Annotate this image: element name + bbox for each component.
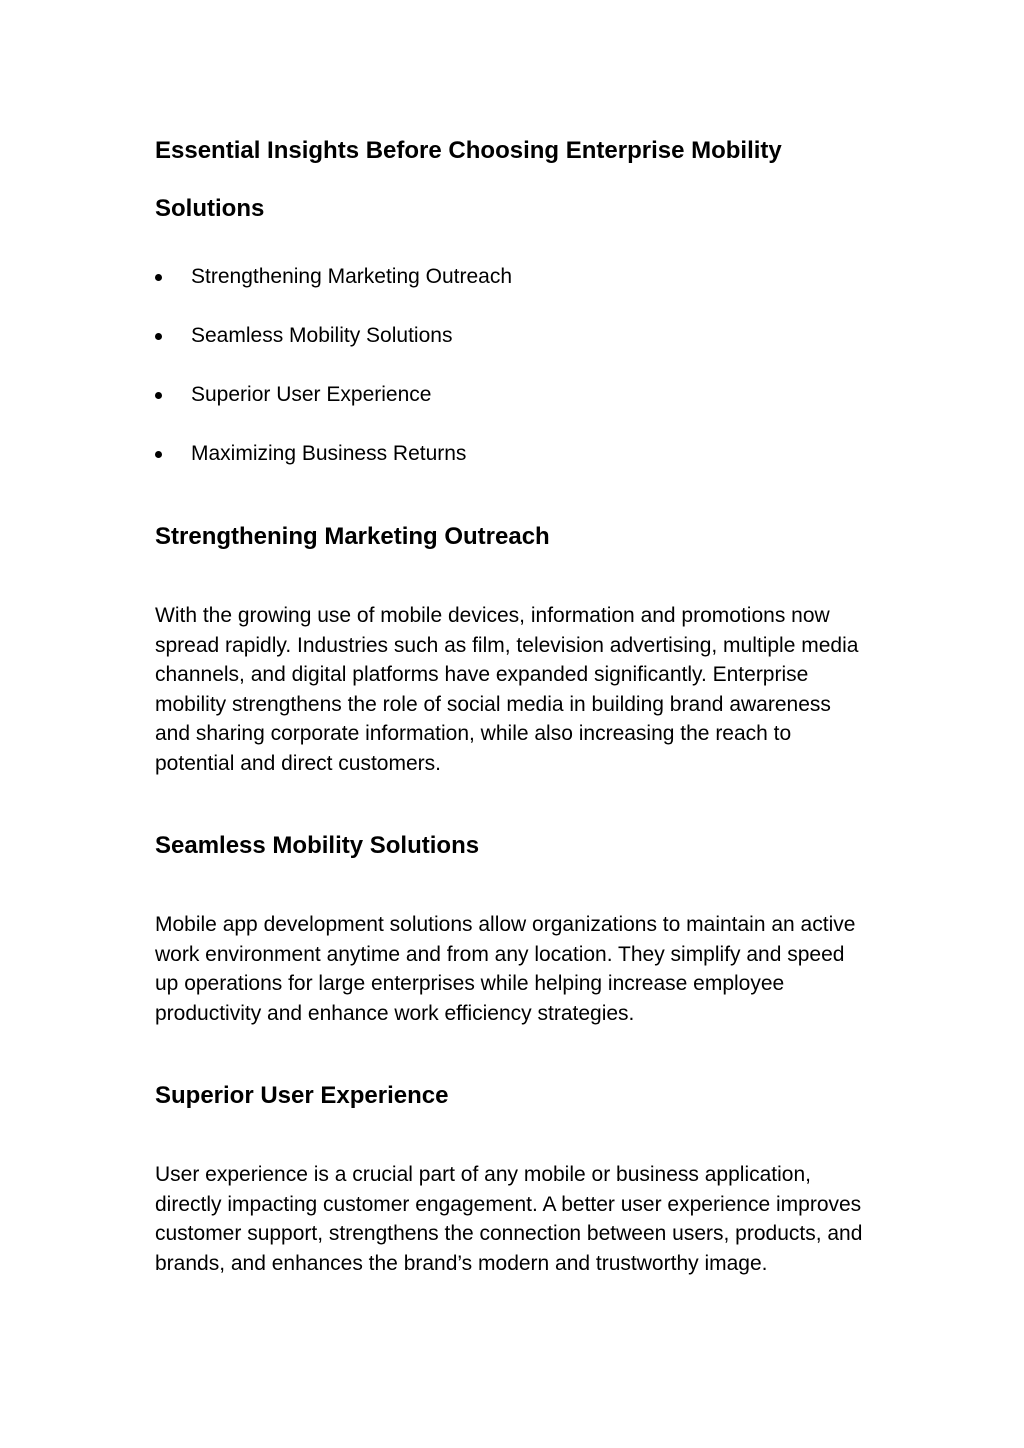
list-item-text: Superior User Experience [191, 383, 432, 406]
section-heading-marketing: Strengthening Marketing Outreach [155, 523, 550, 550]
list-item-text: Strengthening Marketing Outreach [191, 265, 513, 288]
bullet-icon [155, 451, 162, 458]
section-body-marketing: With the growing use of mobile devices, information and promotions now spread rapidly. Industries such as film, television advertising, multiple media channels, and digital platforms have expanded significantly. Enterprise mobility strengthens the role of social media in building brand awareness and sharing corporate information, while also increasing the reach to potential and direct customers. [155, 604, 859, 775]
section-heading-mobility: Seamless Mobility Solutions [155, 832, 480, 859]
list-item [155, 262, 512, 321]
summary-list [155, 262, 512, 498]
list-item [155, 439, 512, 498]
list-item-text: Seamless Mobility Solutions [191, 324, 453, 347]
document-title: Essential Insights Before Choosing Enterprise Mobility Solutions [155, 137, 782, 222]
bullet-icon [155, 333, 162, 340]
list-item-text: Maximizing Business Returns [191, 442, 467, 465]
bullet-icon [155, 274, 162, 281]
list-item [155, 380, 512, 439]
bullet-icon [155, 392, 162, 399]
list-item [155, 321, 512, 380]
section-heading-user-experience: Superior User Experience [155, 1082, 449, 1109]
section-body-user-experience: User experience is a crucial part of any mobile or business application, directly impacting customer engagement. A better user experience improves customer support, strengthens the connection between users, products, and brands, and enhances the brand’s modern and trustworthy image. [155, 1163, 863, 1275]
section-body-mobility: Mobile app development solutions allow organizations to maintain an active work environment anytime and from any location. They simplify and speed up operations for large enterprises while helping increase employee productivity and enhance work efficiency strategies. [155, 913, 856, 1025]
